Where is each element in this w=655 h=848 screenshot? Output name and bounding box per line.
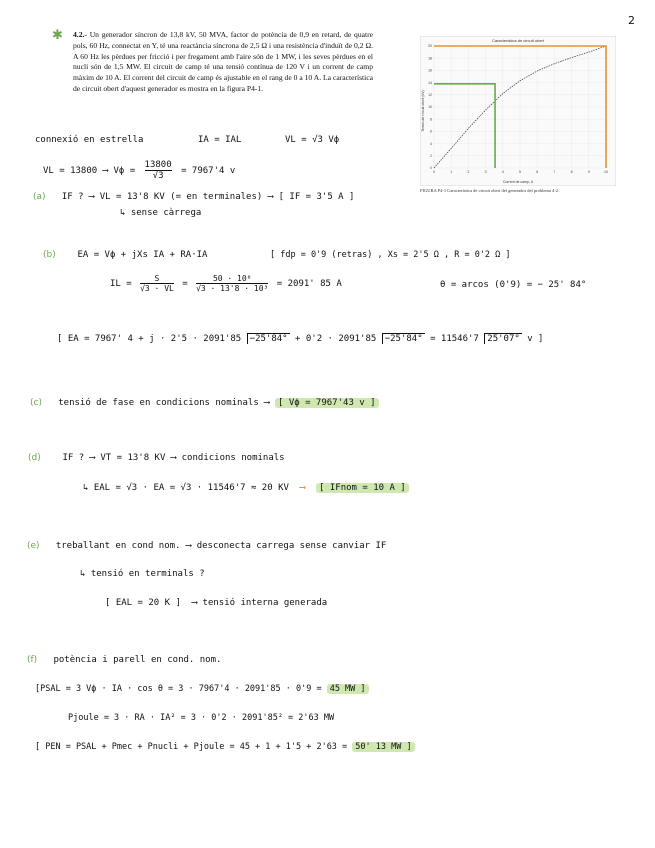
part-f [27,655,221,665]
ea-part1: [ EA = 7967' 4 + j · 2'5 · 2091'85 [57,334,242,344]
pen-result: 50' 13 MW ] [352,742,414,752]
part-e [27,541,386,551]
y-tick-label: 16 [428,68,432,73]
y-tick-label: 2 [430,154,432,158]
y-tick-label: 4 [430,141,432,146]
x-tick-label: 9 [587,170,590,174]
il-frac1 [140,274,174,293]
part-a [33,192,354,202]
part-d-result: [ IFnom = 10 A ] [316,483,409,493]
line-vl-relation: VL = √3 Vϕ [285,135,340,145]
figure-caption: FIGURA P4-1 Característica de circuit obert del generador del problema 4-2. [420,188,560,193]
y-tick-label: 20 [428,44,432,49]
part-e-result [105,598,327,608]
vphi-num: 13800 [144,160,172,170]
y-tick-label: 12 [428,93,432,97]
eal-note: ⟶ tensió interna generada [191,598,328,608]
part-e-label: (e) [27,541,40,551]
part-d-calc: ↳ EAL = √3 · EA = √3 · 11546'7 ≈ 20 KV [83,483,289,493]
psal-calc: [PSAL = 3 Vϕ · IA · cos θ = 3 · 7967'4 · 2091'85 · 0'9 = [35,684,322,694]
vphi-result: = 7967'4 v [181,166,236,176]
x-tick-label: 7 [553,170,556,174]
chart-xlabel: Corrent de camp, A [502,180,534,184]
x-tick-label: 10 [604,170,608,174]
part-b [43,250,207,260]
part-f-text: potència i parell en cond. nom. [53,655,222,665]
ea-part2: + 0'2 · 2091'85 [295,334,377,344]
part-a-result: [ IF = 3'5 A ] [278,192,355,202]
star-mark-icon: ✱ [52,28,63,43]
part-a-label: (a) [33,192,46,202]
vphi-fraction [145,160,172,181]
part-a-text: IF ? ⟶ VL = 13'8 KV (= en terminales) ⟶ [61,192,274,202]
ea-part3: = 11546'7 [430,334,479,344]
line-ia-ial: IA = IAL [198,135,242,145]
vphi-den: √3 [152,171,164,181]
psal-result: 45 MW ] [327,684,369,694]
il-frac1-num: S [140,274,174,284]
ea-angle1: −25'84° [247,333,290,344]
part-a-sub: ↳ sense càrrega [120,208,202,218]
problem-statement [73,30,373,95]
y-tick-label: 0 [430,166,432,171]
part-f-label: (f) [27,655,38,665]
il-prefix: IL = [110,279,132,289]
il-frac2-den: √3 · 13'8 · 10³ [196,284,269,293]
ea-angle2: −25'84° [382,333,425,344]
part-c-result: [ Vϕ = 7967'43 v ] [275,398,379,408]
part-b-current: IL = $\frac{S}{√3 \cdot VL}$ = $\frac{\text{50 · 10⁶}}{\text{√3 · 13'8 · 10³}}$ = 2091' 85 A [110,274,342,293]
y-tick-label: 8 [430,117,432,122]
orange-arrow-icon: ⟶ [299,483,306,493]
problem-number: 4.2.- [73,30,87,39]
il-result: = 2091' 85 A [276,279,342,289]
eal-result: [ EAL = 20 K ] [105,598,181,608]
ea-equation [57,334,543,344]
theta-calc: θ = arcos (0'9) = − 25' 84° [440,280,587,290]
x-tick-label: 3 [484,170,487,174]
x-tick-label: 0 [433,170,435,174]
pen-equation [35,742,415,752]
x-tick-label: 5 [519,170,521,174]
part-b-text: EA = Vϕ + jXs IA + RA·IA [77,250,208,260]
problem-text: Un generador síncron de 13,8 kV, 50 MVA, factor de potència de 0,9 en retard, de quatre pols, 60 Hz, connectat en Y, té una reactància síncrona de 2,5 Ω i una resistència d'induït de 0,2 Ω. A 60 Hz les pèrdues per fricció i per fregament amb l'aire són de 1 MW, i les seves pèrdues en el nucli són de 1,5 MW. El circuit de camp té una tensió contínua de 120 V i un corrent de camp màxim de 10 A. El corrent del circuit de camp és ajustable en el rang de 0 a 10 A. La característica de circuit obert d'aquest generador es mostra en la figura P4-1. [73,30,374,93]
vphi-prefix: VL = 13800 ⟶ Vϕ = [43,166,136,176]
part-b-label: (b) [43,250,56,260]
y-tick-label: 10 [428,105,432,110]
x-tick-label: 1 [450,170,453,174]
ea-part4: v ] [527,334,544,344]
il-frac1-den: √3 · VL [140,284,174,293]
part-d-sub [83,483,409,493]
part-d-text: IF ? ⟶ VT = 13'8 KV ⟶ condicions nominals [62,453,285,463]
part-e-sub: ↳ tensió en terminals ? [80,569,205,579]
y-tick-label: 14 [428,80,432,85]
y-tick-label: 18 [428,56,432,61]
psal-equation [35,684,369,694]
part-c-text: tensió de fase en condicions nominals ⟶ [58,398,270,408]
x-tick-label: 4 [501,170,504,174]
chart-title: Característica de circuit obert [491,38,545,43]
part-d [28,453,285,463]
part-c-label: (c) [30,398,42,408]
chart-ylabel: Tensió de circuit obert (kV) [421,90,425,132]
part-e-text: treballant en cond nom. ⟶ desconecta carrega sense canviar IF [55,541,387,551]
pen-calc: [ PEN = PSAL + Pmec + Pnucli + Pjoule = 45 + 1 + 1'5 + 2'63 = [35,742,348,752]
il-frac2 [196,274,268,293]
y-tick-label: 6 [430,129,432,134]
ea-angle3: 25'07° [484,333,522,344]
pjoule-equation: Pjoule = 3 · RA · IA² = 3 · 0'2 · 2091'85² = 2'63 MW [68,713,335,723]
part-c [30,398,379,408]
occ-chart [420,36,616,186]
x-tick-label: 8 [570,170,573,174]
page-number: 2 [628,14,635,27]
x-tick-label: 6 [536,170,539,174]
il-frac2-num: 50 · 10⁶ [196,274,268,284]
line-connexio: connexió en estrella [35,135,144,145]
part-b-conditions: [ fdp = 0'9 (retras) , Xs = 2'5 Ω , R = 0'2 Ω ] [270,250,511,260]
part-d-label: (d) [28,453,41,463]
x-tick-label: 2 [467,170,470,174]
line-vphi-calc [43,160,235,181]
